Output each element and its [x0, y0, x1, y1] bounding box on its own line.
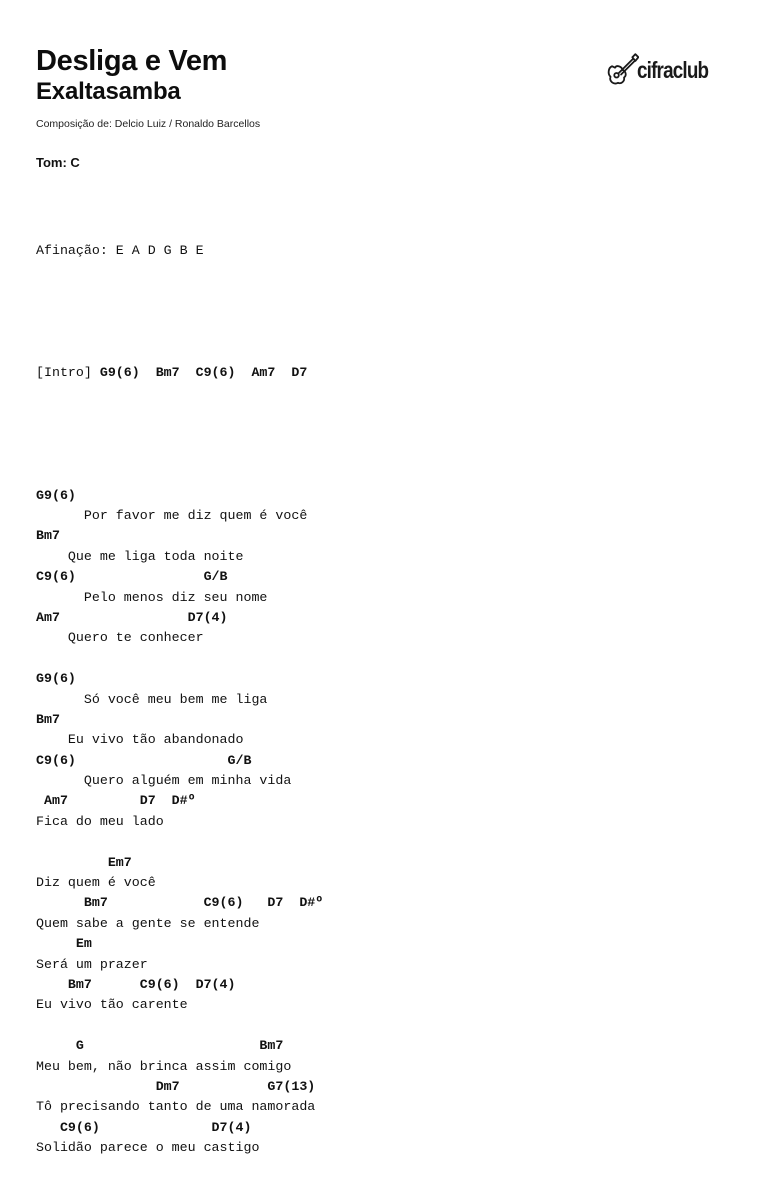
lyric-line: Será um prazer [36, 956, 148, 972]
intro-line [36, 363, 323, 383]
lyric-line: Que me liga toda noite [36, 548, 244, 564]
chord-line: Am7 D7 D#º [36, 793, 196, 809]
lyric-line: Fica do meu lado [36, 813, 164, 829]
guitar-icon [606, 45, 639, 95]
lyric-line: Quem sabe a gente se entende [36, 915, 260, 931]
blank-line [36, 1016, 323, 1036]
lyric-line: Diz quem é você [36, 875, 156, 891]
lyric-line: Quero te conhecer [36, 630, 204, 646]
tuning-line: Afinação: E A D G B E [36, 242, 204, 258]
lyric-line: Solidão parece o meu castigo [36, 1140, 260, 1156]
song-key: Tom: C [36, 155, 80, 170]
composer-credit: Composição de: Delcio Luiz / Ronaldo Barcellos [36, 118, 261, 130]
verse-lines [36, 486, 323, 1159]
chord-line: C9(6) D7(4) [36, 1119, 252, 1135]
chord-line: G9(6) [36, 487, 76, 503]
blank-line [36, 302, 323, 322]
chord-line: Bm7 C9(6) D7 D#º [36, 895, 324, 911]
chord-line: Bm7 [36, 528, 60, 544]
chord-line: Am7 D7(4) [36, 609, 228, 625]
chord-line: Bm7 [36, 711, 60, 727]
intro-chords: G9(6) Bm7 C9(6) Am7 D7 [99, 365, 308, 381]
cifraclub-logo [606, 44, 724, 96]
logo-text: cifraclub [637, 56, 709, 83]
chord-line: Em7 [36, 854, 132, 870]
blank-line [36, 649, 323, 669]
artist-name: Exaltasamba [36, 78, 181, 105]
chord-sheet [36, 200, 323, 1199]
chord-line: C9(6) G/B [36, 752, 252, 768]
lyric-line: Quero alguém em minha vida [36, 773, 292, 789]
chord-line: C9(6) G/B [36, 569, 228, 585]
lyric-line: Eu vivo tão carente [36, 997, 188, 1013]
lyric-line: Tô precisando tanto de uma namorada [36, 1099, 316, 1115]
intro-label: [Intro] [36, 365, 92, 381]
chord-line: Em [36, 936, 92, 952]
chord-line: G9(6) [36, 671, 76, 687]
chord-line: Bm7 C9(6) D7(4) [36, 977, 236, 992]
blank-line [36, 832, 323, 852]
blank-line [36, 424, 323, 444]
song-title: Desliga e Vem [36, 45, 228, 77]
chord-line: Dm7 G7(13) [36, 1078, 316, 1094]
lyric-line: Meu bem, não brinca assim comigo [36, 1058, 292, 1074]
lyric-line: Pelo menos diz seu nome [36, 589, 268, 605]
chord-line: G Bm7 [36, 1038, 284, 1054]
lyric-line: Eu vivo tão abandonado [36, 732, 244, 748]
lyric-line: Por favor me diz quem é você [36, 508, 308, 524]
lyric-line: Só você meu bem me liga [36, 691, 268, 707]
